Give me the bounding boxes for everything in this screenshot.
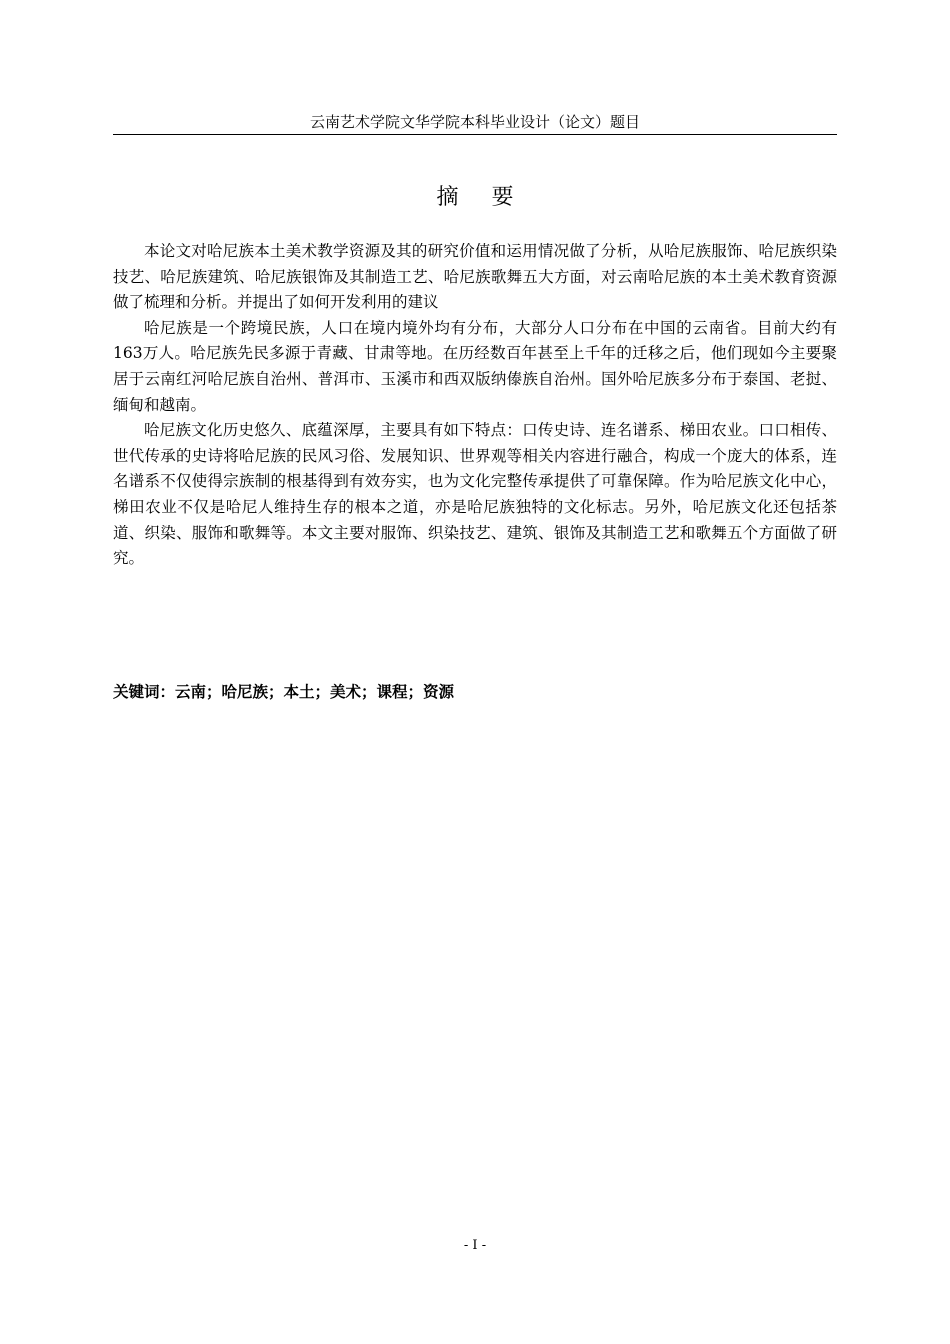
page-number: - I - [463, 1238, 487, 1253]
keywords-line: 关键词：云南；哈尼族；本土；美术；课程；资源 [113, 683, 455, 701]
abstract-title: 摘要 [436, 185, 547, 210]
running-header: 云南艺术学院文华学院本科毕业设计（论文）题目 [113, 112, 837, 135]
abstract-body [113, 239, 837, 572]
abstract-paragraph-3: 哈尼族文化历史悠久、底蕴深厚，主要具有如下特点：口传史诗、连名谱系、梯田农业。口口相传、世代传承的史诗将哈尼族的民风习俗、发展知识、世界观等相关内容进行融合，构成一个庞大的体系，连名谱系不仅使得宗族制的根基得到有效夯实，也为文化完整传承提供了可靠保障。作为哈尼族文化中心，梯田农业不仅是哈尼人维持生存的根本之道，亦是哈尼族独特的文化标志。另外，哈尼族文化还包括茶道、织染、服饰和歌舞等。本文主要对服饰、织染技艺、建筑、银饰及其制造工艺和歌舞五个方面做了研究。 [113, 421, 837, 568]
abstract-paragraph-2: 哈尼族是一个跨境民族，人口在境内境外均有分布，大部分人口分布在中国的云南省。目前大约有163万人。哈尼族先民多源于青藏、甘肃等地。在历经数百年甚至上千年的迁移之后，他们现如今主要聚居于云南红河哈尼族自治州、普洱市、玉溪市和西双版纳傣族自治州。国外哈尼族多分布于泰国、老挝、缅甸和越南。 [113, 318, 837, 414]
abstract-paragraph-1: 本论文对哈尼族本土美术教学资源及其的研究价值和运用情况做了分析，从哈尼族服饰、哈尼族织染技艺、哈尼族建筑、哈尼族银饰及其制造工艺、哈尼族歌舞五大方面，对云南哈尼族的本土美术教育资源做了梳理和分析。并提出了如何开发利用的建议 [113, 242, 837, 312]
